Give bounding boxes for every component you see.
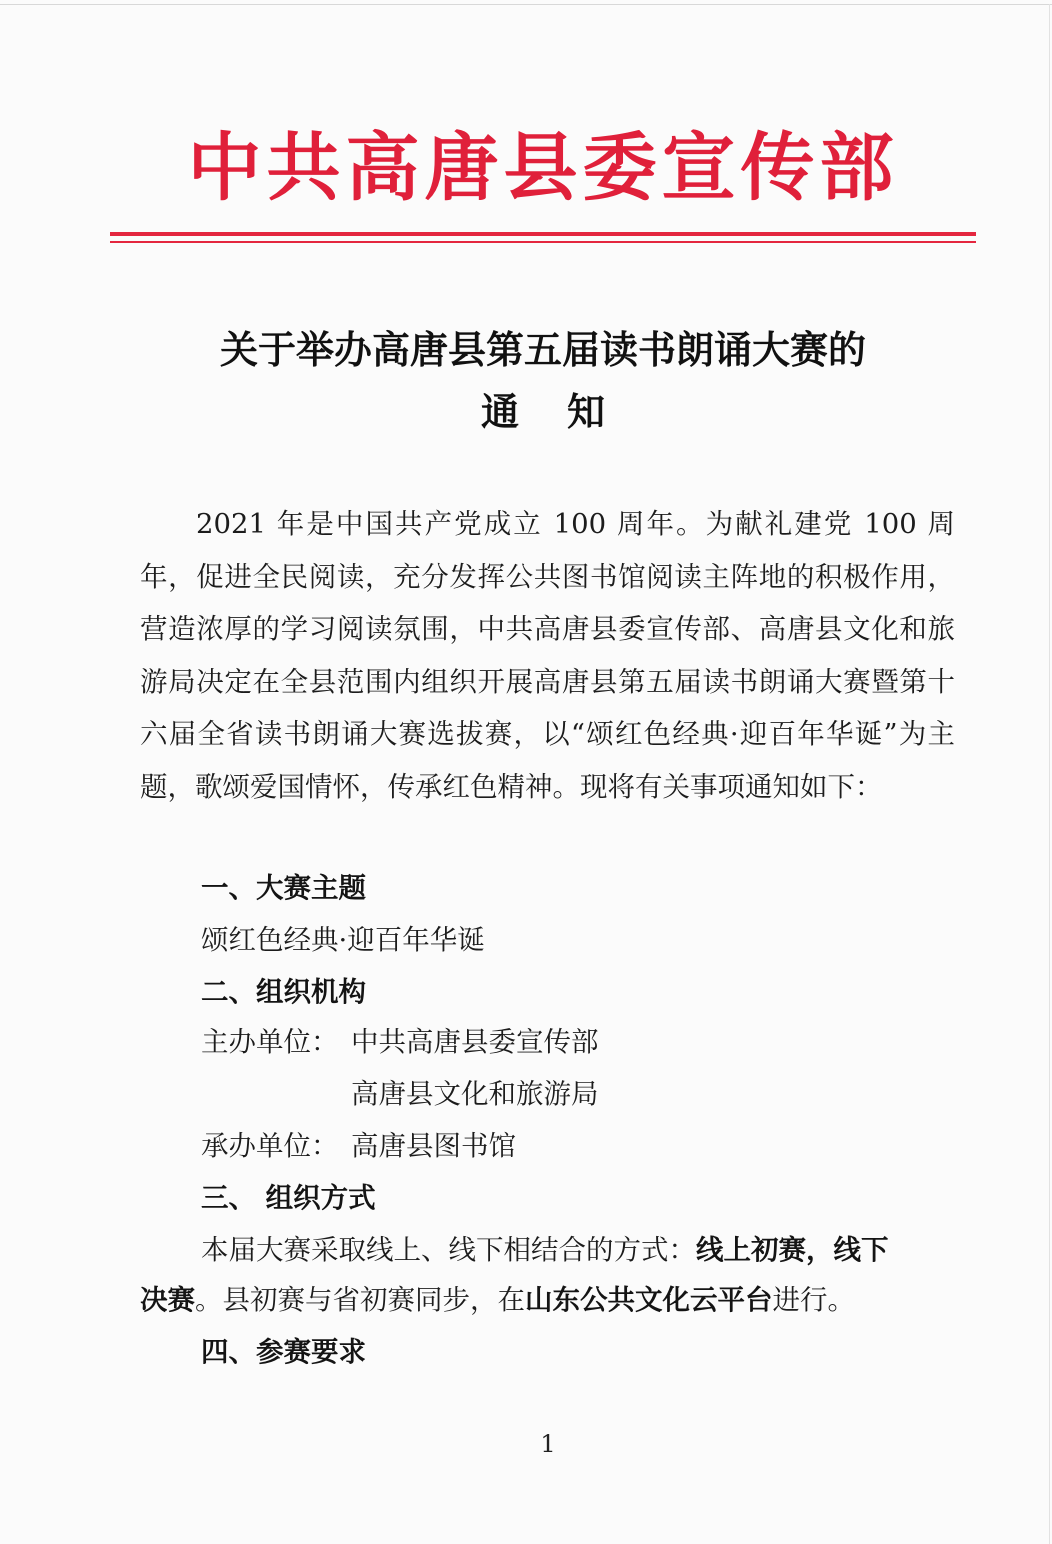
section-1-content: 颂红色经典·迎百年华诞 [201,924,485,956]
red-header-rule-thin [110,241,976,243]
section-2-heading: 二、组织机构 [201,976,366,1008]
section-3-text-b: 。县初赛与省初赛同步，在 [195,1284,525,1316]
section-3-heading: 三、 组织方式 [201,1182,376,1214]
document-title-line-2: 通知 [480,389,653,434]
host-unit-2: 高唐县文化和旅游局 [351,1078,599,1110]
section-4-heading: 四、参赛要求 [201,1336,366,1368]
page-edge-right [1049,4,1050,1544]
organizer-unit: 高唐县图书馆 [351,1130,516,1162]
red-header-rule-thick [110,232,976,236]
section-3-line-1 [201,1224,889,1276]
document-title-line-1: 关于举办高唐县第五届读书朗诵大赛的 [219,327,866,372]
section-3-bold-b: 决赛 [140,1284,195,1316]
section-3-bold-c: 山东公共文化云平台 [525,1284,773,1316]
intro-paragraph: 2021 年是中国共产党成立 100 周年。为献礼建党 100 周年，促进全民阅读，充分发挥公共图书馆阅读主阵地的积极作用，营造浓厚的学习阅读氛围，中共高唐县委宣传部、高唐县文化和旅游局决定在全县范围内组织开展高唐县第五届读书朗诵大赛暨第十六届全省读书朗诵大赛选拔赛，以“颂红色经典·迎百年华诞”为主题，歌颂爱国情怀，传承红色精神。现将有关事项通知如下： [140,508,955,803]
section-3-text-a: 本届大赛采取线上、线下相结合的方式： [201,1234,696,1266]
section-3-text-c: 进行。 [772,1284,855,1316]
section-1-heading: 一、大赛主题 [201,872,366,904]
host-unit-label: 主办单位： [201,1026,339,1058]
red-header-org-title: 中共高唐县委宣传部 [187,125,899,211]
host-unit-1: 中共高唐县委宣传部 [351,1026,599,1058]
page-number: 1 [540,1430,556,1458]
section-3-line-2 [140,1274,855,1326]
page-edge-top [0,4,1052,5]
organizer-unit-label: 承办单位： [201,1130,339,1162]
section-3-bold-a: 线上初赛，线下 [696,1234,889,1266]
